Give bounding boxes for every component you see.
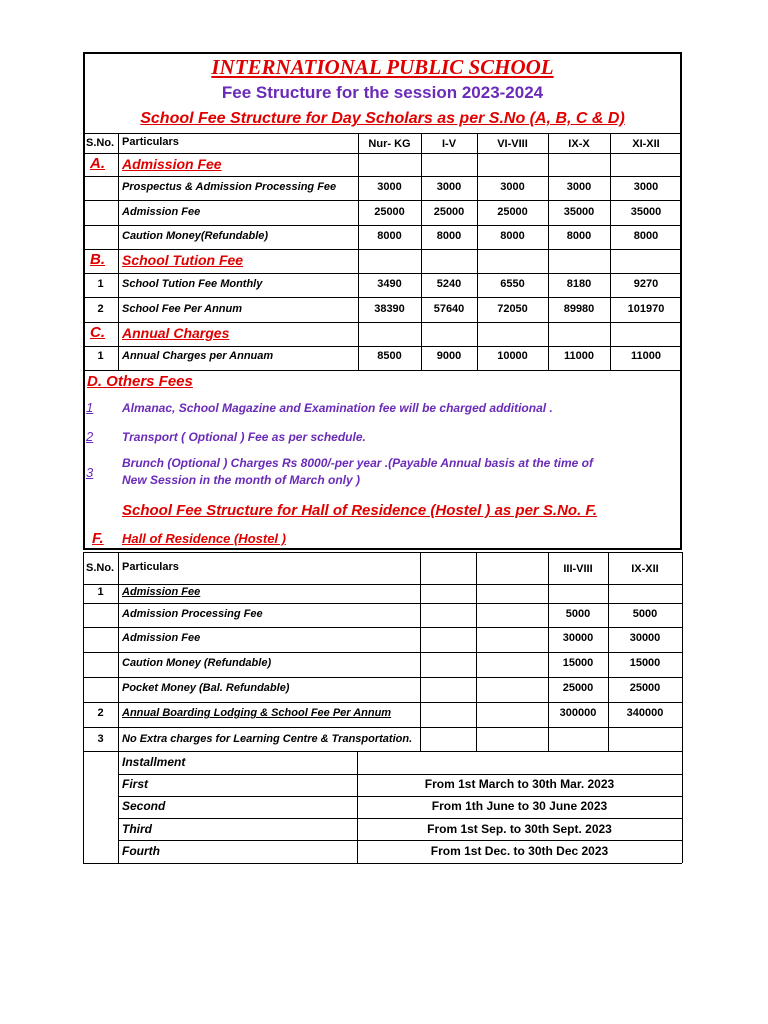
grid-line xyxy=(83,751,84,863)
grid-line xyxy=(83,297,682,298)
grid-line xyxy=(118,840,682,841)
grid-line xyxy=(610,133,611,370)
grid-line xyxy=(83,677,682,678)
grid-line xyxy=(118,751,682,752)
section-title: School Tution Fee xyxy=(122,252,244,268)
fee-value: 25000 xyxy=(433,206,465,218)
section-f-title: Hall of Residence (Hostel ) xyxy=(122,531,286,546)
grid-line xyxy=(83,584,682,585)
header-class: Nur- KG xyxy=(368,138,411,150)
header-particulars: Particulars xyxy=(122,136,179,148)
section-title: Admission Fee xyxy=(122,156,222,172)
fee-value: 340000 xyxy=(626,707,664,719)
header-class: IX-X xyxy=(568,138,590,150)
grid-line xyxy=(420,552,421,751)
fee-value: 300000 xyxy=(559,707,597,719)
fee-value: 8500 xyxy=(377,350,402,362)
row-label: Admission Fee xyxy=(122,632,201,644)
grid-line xyxy=(83,346,682,347)
installment-period: From 1st March to 30th Mar. 2023 xyxy=(424,777,615,791)
row-sno: 3 xyxy=(97,733,104,745)
grid-line xyxy=(682,552,683,751)
grid-line xyxy=(118,552,119,751)
grid-line xyxy=(83,370,682,371)
others-item-text: Brunch (Optional ) Charges Rs 8000/-per year .(Payable Annual basis at the time of xyxy=(122,456,594,470)
fee-value: 8180 xyxy=(566,278,592,290)
fee-value: 8000 xyxy=(566,230,592,242)
row-label: Pocket Money (Bal. Refundable) xyxy=(122,682,290,694)
grid-line xyxy=(608,552,609,751)
grid-line xyxy=(83,200,682,201)
fee-value: 30000 xyxy=(562,632,594,644)
fee-value: 10000 xyxy=(497,350,528,362)
grid-line xyxy=(83,603,682,604)
fee-value: 5240 xyxy=(436,278,462,290)
row-label: School Tution Fee Monthly xyxy=(122,278,263,290)
row-label: Admission Fee xyxy=(122,586,201,598)
section-letter: A. xyxy=(90,155,105,172)
fee-value: 101970 xyxy=(627,303,665,315)
fee-value: 11000 xyxy=(564,350,594,362)
grid-line xyxy=(83,552,84,751)
fee-value: 8000 xyxy=(377,230,402,242)
grid-line xyxy=(118,774,682,775)
fee-value: 3000 xyxy=(633,181,659,193)
grid-line xyxy=(83,627,682,628)
grid-line xyxy=(421,133,422,370)
fee-value: 35000 xyxy=(630,206,662,218)
grid-line xyxy=(358,133,359,370)
grid-line xyxy=(83,322,682,323)
row-label: Admission Fee xyxy=(122,206,201,218)
grid-line xyxy=(83,702,682,703)
others-item-text: Transport ( Optional ) Fee as per schedule. xyxy=(122,430,366,444)
fee-value: 3000 xyxy=(436,181,462,193)
grid-line xyxy=(548,552,549,751)
header-class: XI-XII xyxy=(632,138,660,150)
row-label: Caution Money(Refundable) xyxy=(122,230,269,242)
fee-value: 25000 xyxy=(497,206,528,218)
fee-value: 57640 xyxy=(433,303,465,315)
grid-line xyxy=(118,133,119,370)
fee-value: 25000 xyxy=(629,682,661,694)
grid-line xyxy=(83,133,682,134)
others-item-num: 3 xyxy=(86,465,94,480)
installment-header: Installment xyxy=(122,755,186,769)
grid-line xyxy=(83,652,682,653)
section-letter: B. xyxy=(90,251,105,268)
header-sno: S.No. xyxy=(86,562,115,574)
installment-label: First xyxy=(122,777,149,791)
fee-value: 9270 xyxy=(633,278,659,290)
grid-line xyxy=(83,863,682,864)
fee-value: 9000 xyxy=(436,350,462,362)
grid-line xyxy=(118,796,682,797)
header-class: III-VIII xyxy=(563,563,593,575)
row-sno: 2 xyxy=(97,707,104,719)
grid-line xyxy=(83,727,682,728)
fee-value: 3000 xyxy=(500,181,525,193)
section-title: Annual Charges xyxy=(122,325,230,341)
fee-value: 15000 xyxy=(629,657,661,669)
others-item-text: Almanac, School Magazine and Examination fee will be charged additional . xyxy=(122,401,553,415)
grid-line xyxy=(476,552,477,751)
grid-line xyxy=(83,273,682,274)
header-class: VI-VIII xyxy=(497,138,528,150)
grid-line xyxy=(682,751,683,863)
grid-line xyxy=(83,249,682,250)
fee-value: 3000 xyxy=(377,181,402,193)
fee-value: 8000 xyxy=(436,230,462,242)
row-sno: 1 xyxy=(97,350,104,362)
row-sno: 1 xyxy=(97,278,104,290)
section-letter: C. xyxy=(90,324,105,341)
fee-value: 89980 xyxy=(563,303,595,315)
fee-value: 38390 xyxy=(374,303,405,315)
installment-label: Third xyxy=(122,822,152,836)
installment-period: From 1th June to 30 June 2023 xyxy=(431,799,608,813)
grid-line xyxy=(477,133,478,370)
others-item-num: 1 xyxy=(86,400,94,415)
others-fees-title: D. Others Fees xyxy=(87,373,193,390)
others-item-text: New Session in the month of March only ) xyxy=(122,473,361,487)
fee-value: 8000 xyxy=(633,230,659,242)
header-sno: S.No. xyxy=(86,137,115,149)
header-class: IX-XII xyxy=(631,563,659,575)
row-label: No Extra charges for Learning Centre & Transportation. xyxy=(122,733,413,745)
grid-line xyxy=(83,176,682,177)
row-sno: 1 xyxy=(97,586,104,598)
grid-line xyxy=(83,552,682,553)
row-label: Annual Charges per Annuam xyxy=(122,350,274,362)
day-scholars-heading: School Fee Structure for Day Scholars as per S.No (A, B, C & D) xyxy=(140,110,625,127)
fee-value: 25000 xyxy=(374,206,405,218)
fee-value: 11000 xyxy=(631,350,661,362)
fee-value: 30000 xyxy=(629,632,661,644)
grid-line xyxy=(83,153,682,154)
grid-line xyxy=(83,225,682,226)
grid-line xyxy=(118,818,682,819)
fee-value: 5000 xyxy=(565,608,591,620)
fee-value: 3490 xyxy=(377,278,402,290)
row-label: Prospectus & Admission Processing Fee xyxy=(122,181,337,193)
row-label: School Fee Per Annum xyxy=(122,303,243,315)
fee-value: 3000 xyxy=(566,181,592,193)
row-label: Caution Money (Refundable) xyxy=(122,657,272,669)
hostel-heading: School Fee Structure for Hall of Residence (Hostel ) as per S.No. F. xyxy=(122,502,598,519)
installment-label: Second xyxy=(122,799,166,813)
section-f-letter: F. xyxy=(92,530,104,547)
header-class: I-V xyxy=(441,138,457,150)
fee-value: 72050 xyxy=(497,303,528,315)
fee-value: 5000 xyxy=(632,608,658,620)
fee-value: 25000 xyxy=(562,682,594,694)
session-title: Fee Structure for the session 2023-2024 xyxy=(221,83,544,102)
header-particulars: Particulars xyxy=(122,561,179,573)
row-label: Admission Processing Fee xyxy=(122,608,263,620)
school-name: INTERNATIONAL PUBLIC SCHOOL xyxy=(211,55,554,79)
installment-period: From 1st Sep. to 30th Sept. 2023 xyxy=(427,822,612,836)
others-item-num: 2 xyxy=(86,429,94,444)
fee-value: 35000 xyxy=(563,206,595,218)
row-label: Annual Boarding Lodging & School Fee Per Annum xyxy=(122,707,392,719)
installment-label: Fourth xyxy=(122,844,160,858)
grid-line xyxy=(118,751,119,863)
row-sno: 2 xyxy=(97,303,104,315)
fee-value: 15000 xyxy=(562,657,594,669)
installment-period: From 1st Dec. to 30th Dec 2023 xyxy=(430,844,609,858)
fee-value: 8000 xyxy=(500,230,525,242)
fee-value: 6550 xyxy=(500,278,525,290)
grid-line xyxy=(548,133,549,370)
